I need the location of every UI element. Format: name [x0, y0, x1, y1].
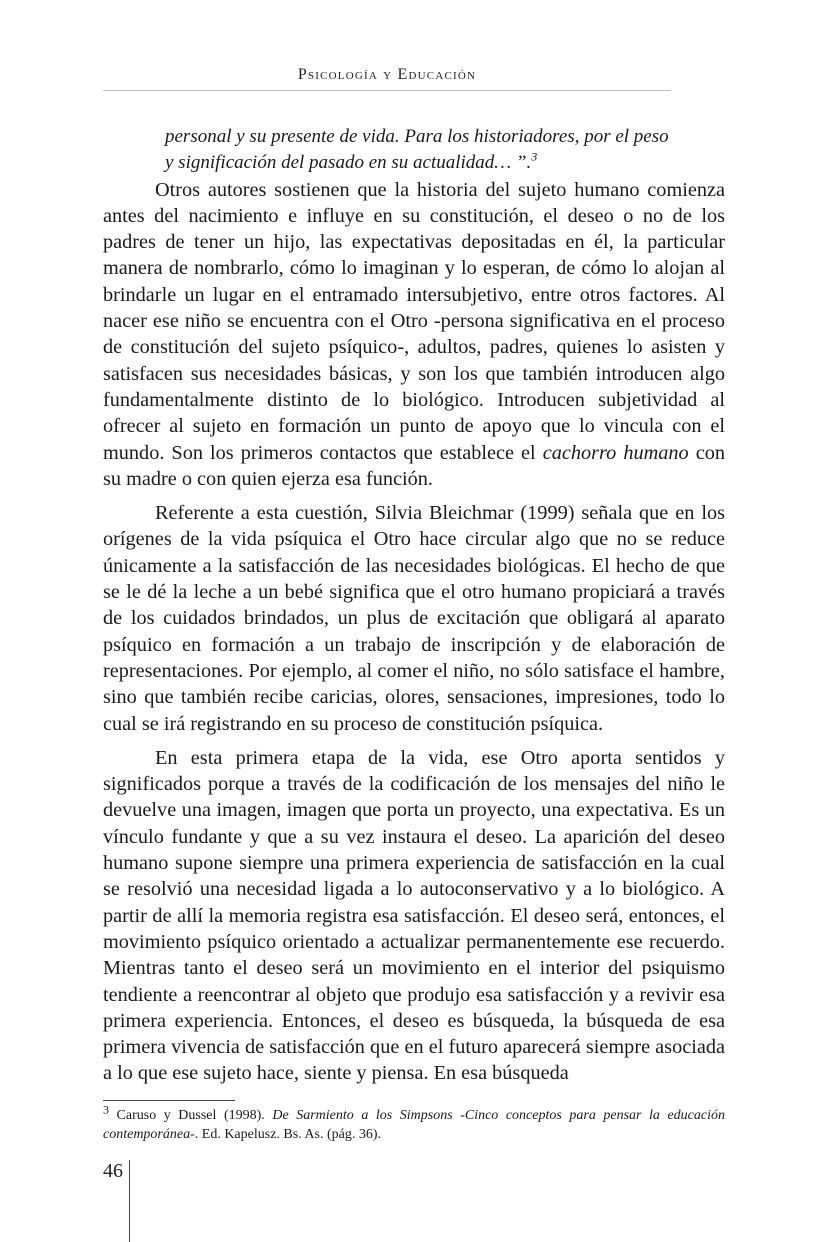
paragraph-1-part-b: con su madre o con quien ejerza esa función.: [103, 441, 725, 490]
footnote-title: De Sarmiento a los Simpsons -Cinco conceptos para pensar la educación contemporánea-: [103, 1108, 725, 1142]
footnote-reference: 3: [531, 149, 538, 164]
footnote-number: 3: [103, 1102, 109, 1117]
paragraph-3: En esta primera etapa de la vida, ese Otro aporta sentidos y significados porque a través de la codificación de los mensajes del niño le devuelve una imagen, imagen que porta un proyecto, una expectativa. Es un vínculo fundante y que a su vez instaura el deseo. La aparición del deseo humano supone siempre una primera experiencia de satisfacción en la cual se resolvió una necesidad ligada a lo autoconservativo y a lo biológico. A partir de allí la memoria registra esa satisfacción. El deseo será, entonces, el movimiento psíquico orientado a actualizar permanentemente ese recuerdo. Mientras tanto el deseo será un movimiento en el interior del psiquismo tendiente a reencontrar al objeto que produjo esa satisfacción y a revivir esa primera experiencia. Entonces, el deseo es búsqueda, la búsqueda de esa primera vivencia de satisfacción que en el futuro aparecerá siempre asociada a lo que ese sujeto hace, siente y piensa. En esa búsqueda: [103, 746, 725, 1085]
quote-line-2: y significación del pasado en su actualidad… ”.: [165, 152, 532, 174]
margin-rule: [129, 1160, 130, 1242]
footnote-rule: [103, 1100, 235, 1101]
header-rule: [103, 90, 671, 91]
running-header: Psicología y Educación: [297, 66, 477, 83]
paragraph-1-part-a: Otros autores sostienen que la historia del sujeto humano comienza antes del nacimiento e influye en su constitución, el deseo o no de los padres de tener un hijo, las expectativas depositadas en él, la particular manera de nombrarlo, cómo lo imaginan y lo esperan, de cómo lo alojan al brindarle un lugar en el entramado intersubjetivo, entre otros factores. Al nacer ese niño se encuentra con el Otro -persona significativa en el proceso de constitución del sujeto psíquico-, adultos, padres, quienes lo asisten y satisfacen sus necesidades básicas, y son los que también introducen algo fundamentalmente distinto de lo biológico. Introducen subjetividad al ofrecer al sujeto en formación un punto de apoyo que lo vincula con el mundo. Son los primeros contactos que establece el: [103, 178, 725, 464]
quote-continuation: [165, 124, 685, 177]
footnote-authors: Caruso y Dussel (1998).: [109, 1108, 273, 1123]
paragraph-2: Referente a esta cuestión, Silvia Bleichmar (1999) señala que en los orígenes de la vida psíquica el Otro hace circular algo que no se reduce únicamente a la satisfacción de las necesidades biológicas. El hecho de que se le dé la leche a un bebé significa que el otro humano propiciará a través de los cuidados brindados, un plus de excitación que obligará al aparato psíquico en formación a un trabajo de inscripción y de elaboración de representaciones. Por ejemplo, al comer el niño, no sólo satisface el hambre, sino que también recibe caricias, olores, sensaciones, impresiones, todo lo cual se irá registrando en su proceso de constitución psíquica.: [103, 502, 725, 735]
footnote: [103, 1102, 725, 1144]
quote-line-1: personal y su presente de vida. Para los historiadores, por el peso: [165, 126, 669, 147]
paragraph-1: [103, 177, 725, 493]
page-number: 46: [103, 1160, 123, 1182]
paragraph-1-italic: cachorro humano: [542, 441, 689, 464]
footnote-publisher: . Ed. Kapelusz. Bs. As. (pág. 36).: [194, 1127, 382, 1142]
body-text: [103, 124, 725, 1087]
